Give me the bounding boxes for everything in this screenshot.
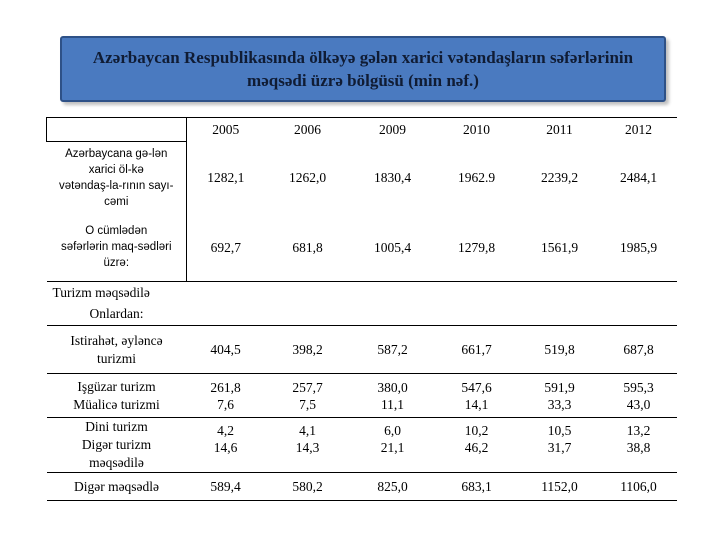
table-cell: 257,7 7,5: [265, 374, 351, 418]
header-label-cell: [47, 118, 187, 142]
page-title: Azərbaycan Respublikasında ölkəyə gələn xarici vətəndaşların səfərlərinin məqsədi üzrə bölgüsü (min nəf.): [92, 48, 634, 90]
header-row: [47, 118, 677, 142]
table-cell: 398,2: [265, 326, 351, 374]
table-cell: 580,2: [265, 473, 351, 501]
table-cell: 10,2 46,2: [435, 418, 519, 473]
table-cell: 6,0 21,1: [351, 418, 435, 473]
table-cell: 2239,2: [540, 170, 579, 185]
table-cell: 587,2: [351, 326, 435, 374]
tourism-statistics-table: [46, 117, 677, 501]
table-row: [47, 418, 677, 473]
table-cell: 404,5: [187, 326, 265, 374]
year-header: 2012: [601, 118, 677, 142]
year-header: 2010: [435, 118, 519, 142]
table-cell: 692,7: [210, 239, 241, 255]
table-cell: 591,9 33,3: [519, 374, 601, 418]
table-cell: 1561,9: [540, 239, 579, 255]
table-cell: 4,2 14,6: [187, 418, 265, 473]
row-label: Dini turizm Digər turizm məqsədilə: [47, 418, 187, 473]
row-label: Azərbaycana gə-lən xarici öl-kə vətəndaş-la-rının sayı- cəmi: [47, 142, 187, 214]
table-row: [47, 304, 677, 326]
table-row: [47, 282, 677, 304]
row-label: Işgüzar turizm Müalicə turizmi: [47, 374, 187, 418]
table-cell: 1005,4: [373, 239, 412, 255]
table-cell: 661,7: [435, 326, 519, 374]
table-cell: 683,1: [435, 473, 519, 501]
table-cell: 595,3 43,0: [601, 374, 677, 418]
table-cell: 589,4: [187, 473, 265, 501]
table-cell: 380,0 11,1: [351, 374, 435, 418]
table-cell: 1106,0: [601, 473, 677, 501]
table-cell: 681,8: [292, 239, 323, 255]
table-cell: 13,2 38,8: [601, 418, 677, 473]
table-cell: 1985,9: [619, 239, 658, 255]
row-label: O cümlədən səfərlərin maq-sədləri üzrə:: [47, 214, 187, 282]
table-cell: 1152,0: [519, 473, 601, 501]
empty-cell: [187, 304, 677, 326]
table-cell: 1282,1: [207, 170, 245, 185]
table-cell: 261,8 7,6: [187, 374, 265, 418]
section-label: Turizm məqsədilə: [47, 282, 677, 304]
year-header: 2006: [265, 118, 351, 142]
table-row: [47, 326, 677, 374]
table-row: [47, 214, 677, 282]
table-row: [47, 374, 677, 418]
row-label: Digər məqsədlə: [47, 473, 187, 501]
table-cell: 825,0: [351, 473, 435, 501]
year-header: 2011: [519, 118, 601, 142]
table-cell: 547,6 14,1: [435, 374, 519, 418]
table-cell: 519,8: [519, 326, 601, 374]
table-cell: 1262,0: [288, 170, 327, 185]
section-label: Onlardan:: [89, 306, 144, 322]
year-header: 2009: [351, 118, 435, 142]
table-row: [47, 142, 677, 214]
table-cell: 1279,8: [457, 239, 496, 255]
table-row: [47, 473, 677, 501]
table-cell: 4,1 14,3: [265, 418, 351, 473]
table-cell: 2484,1: [619, 170, 658, 185]
title-banner: [60, 36, 666, 102]
table-cell: 687,8: [601, 326, 677, 374]
table-cell: 1830,4: [373, 170, 412, 185]
row-label: Istirahət, əyləncə turizmi: [47, 326, 187, 374]
table-cell: 10,5 31,7: [519, 418, 601, 473]
year-header: 2005: [187, 118, 265, 142]
table-cell: 1962.9: [457, 170, 496, 185]
